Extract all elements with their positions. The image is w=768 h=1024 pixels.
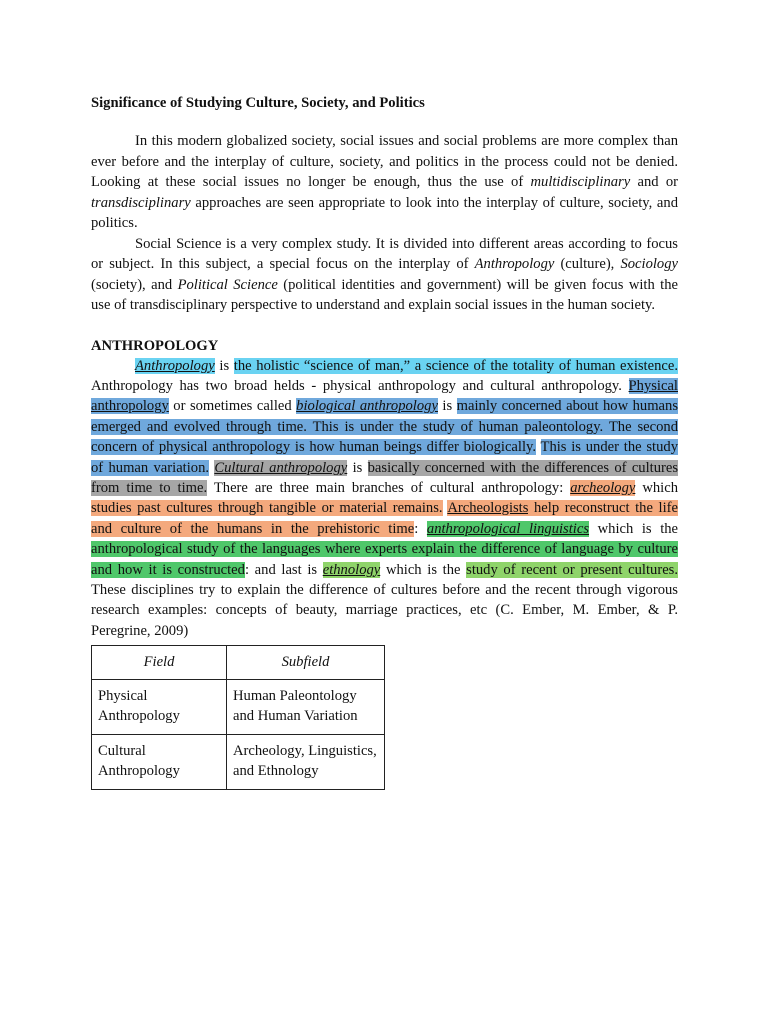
- table-cell: Cultural Anthropology: [92, 734, 227, 789]
- text-run: is: [214, 357, 234, 374]
- table-cell: Physical Anthropology: [92, 679, 227, 734]
- text-run: or sometimes called: [168, 398, 297, 415]
- term-sociology: Sociology: [620, 256, 678, 272]
- term-physical: Physical: [628, 377, 678, 394]
- document-page: [91, 93, 678, 790]
- text-run: which is the: [589, 520, 679, 537]
- text-run: [536, 439, 541, 455]
- text-run: :: [414, 520, 427, 537]
- term-archeology: archeology: [570, 479, 636, 496]
- term-anthropology-2: anthropology: [91, 398, 169, 415]
- document-title: Significance of Studying Culture, Society, and Politics: [91, 95, 425, 111]
- text-run: (political identities and government) will be given focus with the use of transdisciplinary perspective to understand and explain social issues in the human society.: [91, 276, 678, 313]
- term-anthropology: Anthropology: [135, 357, 215, 374]
- text-run: There are three main branches of cultural anthropology:: [207, 479, 571, 496]
- term-transdisciplinary: transdisciplinary: [91, 194, 191, 211]
- highlight-human-variation: This is under the study of human variation.: [91, 439, 678, 476]
- table-header-field: Field: [92, 646, 227, 680]
- text-run: (society), and: [91, 276, 178, 293]
- highlight-physical-anthropology: mainly concerned about how humans emerged and evolved through time. This is under the study of human paleontology. The second concern of physical anthropology is how human beings differ biologically.: [91, 398, 679, 456]
- table-row: [92, 679, 385, 734]
- text-run: Social Science is a very complex study. It is divided into different areas according to focus or subject. In this subject, a special focus on the interplay of: [91, 235, 678, 272]
- text-run: is: [437, 398, 457, 415]
- term-anthropological-linguistics: anthropological linguistics: [426, 520, 590, 537]
- fields-table: [91, 645, 385, 790]
- text-run: which: [635, 479, 678, 496]
- section-heading-anthropology: ANTHROPOLOGY: [91, 337, 219, 354]
- term-ethnology: ethnology: [322, 561, 381, 578]
- text-run: : and last is: [244, 561, 323, 578]
- intro-paragraph-1: [91, 131, 678, 234]
- table-cell: Archeology, Linguistics, and Ethnology: [227, 734, 385, 789]
- term-multidisciplinary: multidisciplinary: [530, 174, 631, 190]
- anthropology-paragraph: [91, 356, 678, 642]
- intro-paragraph-2: [91, 234, 678, 316]
- highlight-archeology: studies past cultures through tangible or material remains.: [91, 500, 443, 517]
- text-run: is: [347, 459, 368, 476]
- text-run: Anthropology has two broad helds - physical anthropology and cultural anthropology.: [91, 377, 629, 394]
- text-run: approaches are seen appropriate to look into the interplay of culture, society, and politics.: [91, 194, 678, 231]
- term-biological-anthropology: biological anthropology: [296, 398, 438, 415]
- term-anthropology: Anthropology: [474, 256, 555, 272]
- table-row: [92, 734, 385, 789]
- table-header-row: [92, 646, 385, 680]
- term-cultural-anthropology: Cultural anthropology: [214, 459, 348, 476]
- term-archeologists: Archeologists: [447, 500, 529, 517]
- highlight-cultural-anthropology: basically concerned with the differences of cultures from time to time.: [91, 459, 679, 496]
- highlight-definition: the holistic “science of man,” a science of the totality of human existence.: [233, 357, 678, 374]
- highlight-ethnology: study of recent or present cultures.: [466, 561, 678, 578]
- text-run: and or: [630, 174, 678, 190]
- text-run: (culture),: [554, 256, 621, 272]
- highlight-linguistics: anthropological study of the languages where experts explain the difference of language by culture and how it is constructed: [91, 541, 678, 578]
- text-run: These disciplines try to explain the difference of cultures before and the recent through vigorous research examples: concepts of beauty, marriage practices, etc (C. Ember, M. Ember, & P. Peregrine, 2009): [91, 581, 678, 639]
- table-header-subfield: Subfield: [227, 646, 385, 680]
- text-run: In this modern globalized society, social issues and social problems are more complex than ever before and the interplay of culture, society, and politics in the process could not be denied. Looking at these social issues no longer be enough, thus the use of: [91, 133, 678, 190]
- table-cell: Human Paleontology and Human Variation: [227, 679, 385, 734]
- highlight-archeologists: help reconstruct the life and culture of the humans in the prehistoric time: [91, 500, 678, 537]
- term-political-science: Political Science: [177, 276, 278, 293]
- text-run: which is the: [380, 561, 467, 578]
